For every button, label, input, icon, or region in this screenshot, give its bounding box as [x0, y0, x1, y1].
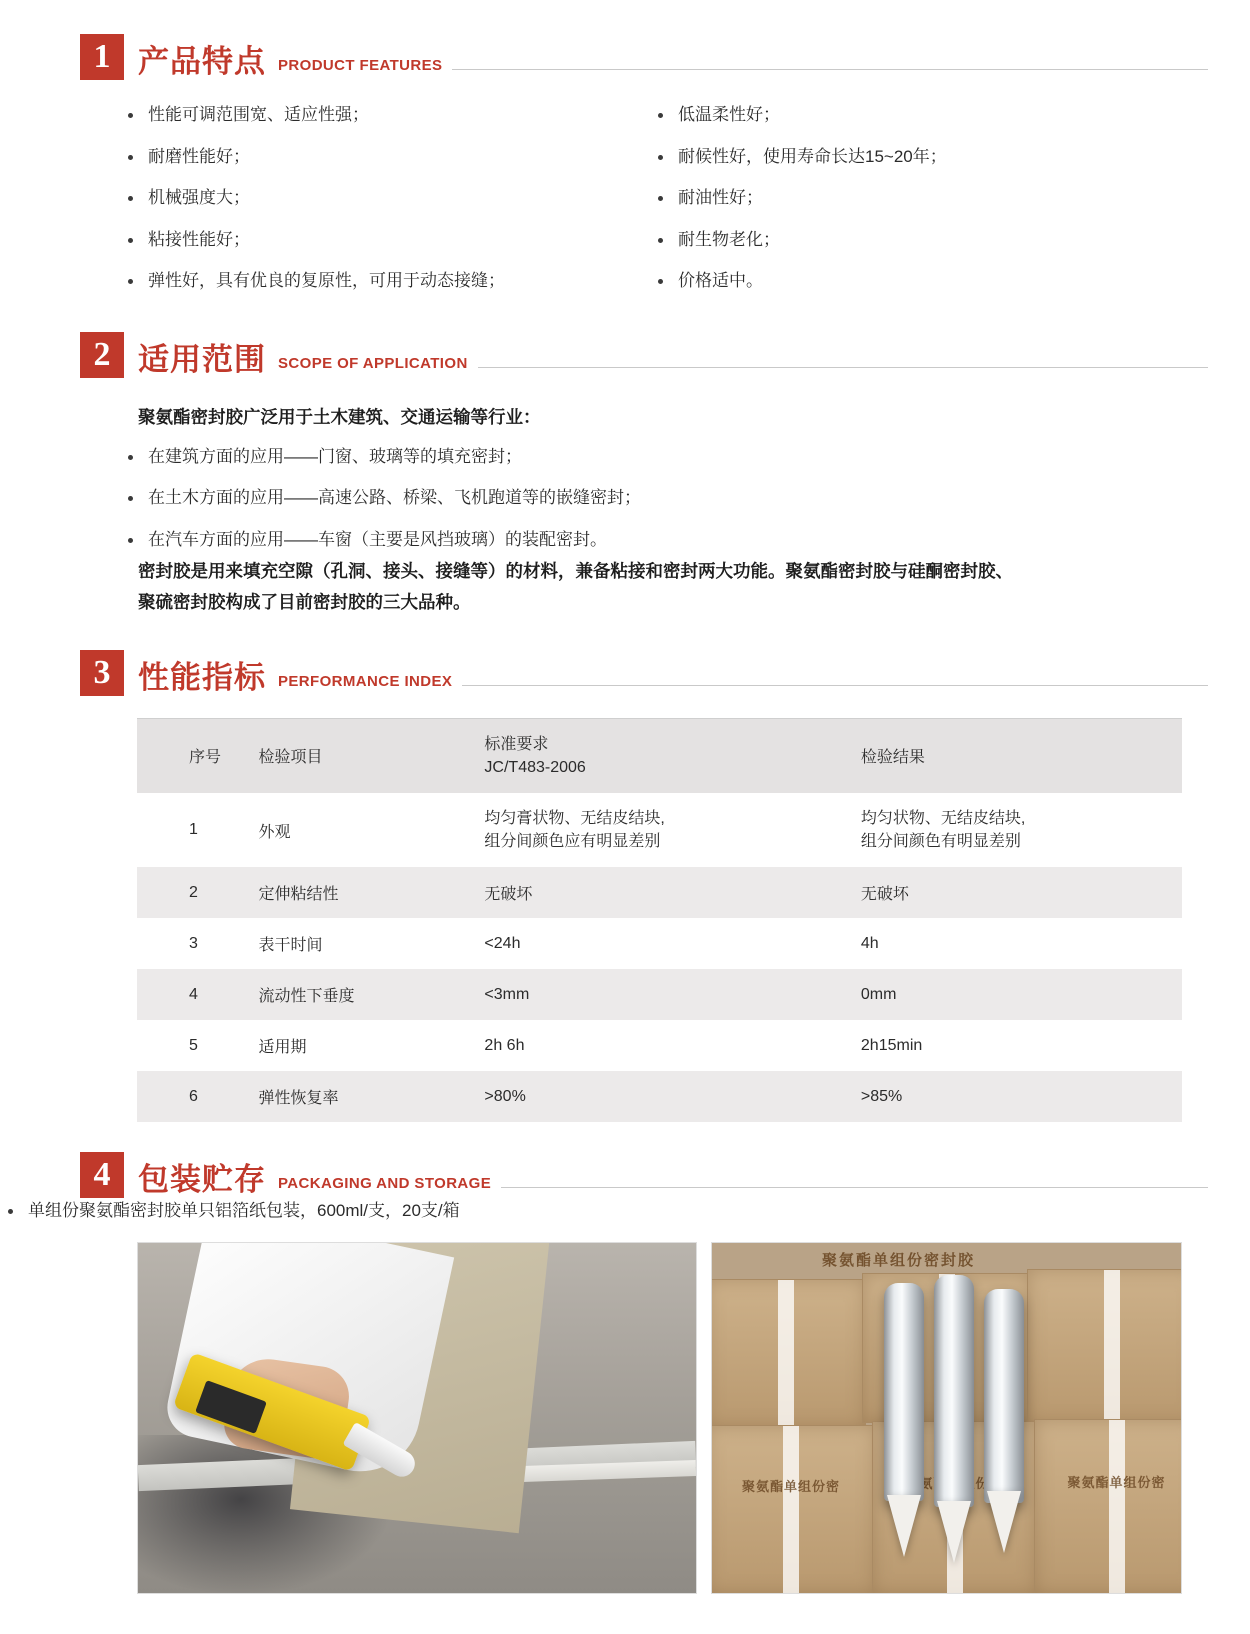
list-item: 粘接性能好； [120, 227, 650, 253]
section-title-en-3: PERFORMANCE INDEX [278, 672, 453, 690]
section-rule-4 [501, 1187, 1208, 1188]
section-title-cn-1: 产品特点 [138, 44, 266, 79]
table-row [137, 969, 1182, 1020]
section-rule-1 [452, 69, 1208, 70]
cell-standard: >80% [484, 1087, 526, 1105]
features-list-left [120, 102, 650, 310]
worker-applying-sealant-photo [137, 1242, 697, 1594]
scope-list [120, 444, 1130, 553]
list-item: 机械强度大； [120, 185, 650, 211]
packed-cartons-and-cartridges-photo [711, 1242, 1182, 1594]
cell-result-line1: 均匀状物、无结皮结块, [860, 809, 1026, 827]
section-number-4: 4 [80, 1152, 124, 1198]
column-header-standard [478, 719, 850, 793]
cell-result: 4h [860, 934, 879, 952]
cell-standard-line2: 组分间颜色应有明显差别 [484, 833, 661, 851]
cell-result: >85% [860, 1087, 903, 1105]
list-item: 弹性好，具有优良的复原性，可用于动态接缝； [120, 268, 650, 294]
carton-side-text-3: 聚氨酯单组份密 [1067, 1474, 1166, 1490]
list-item: 低温柔性好； [650, 102, 1170, 128]
section-title-cn-4: 包装贮存 [138, 1162, 266, 1198]
cell-no: 1 [189, 821, 198, 839]
sealant-cartridge [984, 1289, 1024, 1503]
cell-result: 0mm [860, 985, 897, 1003]
cell-no: 5 [189, 1036, 198, 1054]
list-item: 单组份聚氨酯密封胶单只铝箔纸包装，600ml/支，20支/箱 [0, 1198, 1250, 1224]
column-header-standard-line1: 标准要求 [484, 735, 549, 753]
scope-intro: 聚氨酯密封胶广泛用于土木建筑、交通运输等行业： [138, 406, 541, 427]
scope-content [120, 404, 1130, 618]
cell-standard: 2h 6h [484, 1036, 525, 1054]
cell-item: 流动性下垂度 [258, 988, 355, 1006]
cell-no: 4 [189, 985, 198, 1003]
list-item: 耐候性好，使用寿命长达15~20年； [650, 144, 1170, 170]
carton-side-text-1: 聚氨酯单组份密 [741, 1479, 840, 1495]
column-header-standard-line2: JC/T483-2006 [484, 758, 586, 776]
cell-result: 无破坏 [860, 886, 909, 904]
cell-no: 2 [189, 883, 198, 901]
features-list-right [650, 102, 1170, 310]
cell-item: 定伸粘结性 [258, 886, 339, 904]
scope-note-line-1: 密封胶是用来填充空隙（孔洞、接头、接缝等）的材料，兼备粘接和密封两大功能。聚氨酯密封胶与硅酮密封胶、 [138, 561, 1013, 582]
section-header-packaging [80, 1152, 1250, 1198]
list-item: 耐磨性能好； [120, 144, 650, 170]
list-item: 性能可调范围宽、适应性强； [120, 102, 650, 128]
list-item: 耐油性好； [650, 185, 1170, 211]
column-header-item: 检验项目 [258, 749, 323, 767]
list-item: 耐生物老化； [650, 227, 1170, 253]
cell-no: 3 [189, 934, 198, 952]
cell-standard: <24h [484, 934, 521, 952]
section-number-2: 2 [80, 332, 124, 378]
cell-result-line2: 组分间颜色有明显差别 [860, 833, 1021, 851]
table-header-row [137, 719, 1182, 793]
table-row [137, 793, 1182, 867]
section-title-en-1: PRODUCT FEATURES [278, 57, 443, 74]
section-header-scope [80, 332, 1250, 378]
cartridge-nozzle [987, 1491, 1021, 1553]
section-title-cn-3: 性能指标 [138, 659, 266, 695]
cell-item: 适用期 [258, 1039, 307, 1057]
section-title-cn-2: 适用范围 [138, 341, 266, 377]
cell-result: 2h15min [860, 1036, 923, 1054]
photo-gallery [137, 1242, 1182, 1594]
list-item: 价格适中。 [650, 268, 1170, 294]
cartridge-nozzle [937, 1501, 971, 1563]
cell-item: 弹性恢复率 [258, 1090, 339, 1108]
carton-top-text: 聚氨酯单组份密封胶 [822, 1251, 976, 1269]
section-rule-3 [462, 685, 1208, 686]
cell-item: 表干时间 [258, 937, 323, 955]
list-item: 在汽车方面的应用——车窗（主要是风挡玻璃）的装配密封。 [120, 527, 1130, 553]
section-title-en-2: SCOPE OF APPLICATION [278, 354, 468, 372]
sealant-cartridge [884, 1283, 924, 1501]
list-item: 在土木方面的应用——高速公路、桥梁、飞机跑道等的嵌缝密封； [120, 485, 1130, 511]
cell-standard-line1: 均匀膏状物、无结皮结块, [484, 809, 665, 827]
cell-standard: 无破坏 [484, 886, 533, 904]
performance-index-table [137, 718, 1182, 1123]
cell-item: 外观 [258, 823, 291, 841]
section-number-1: 1 [80, 34, 124, 80]
section-rule-2 [478, 367, 1208, 368]
table-row [137, 1071, 1182, 1122]
column-header-result: 检验结果 [860, 749, 925, 767]
product-features-columns [120, 102, 1250, 310]
list-item: 在建筑方面的应用——门窗、玻璃等的填充密封； [120, 444, 1130, 470]
section-number-3: 3 [80, 650, 124, 696]
cell-standard: <3mm [484, 985, 530, 1003]
table-row [137, 867, 1182, 918]
scope-note-line-2: 聚硫密封胶构成了目前密封胶的三大品种。 [138, 591, 471, 612]
column-header-no: 序号 [189, 749, 222, 767]
cell-no: 6 [189, 1087, 198, 1105]
cell-standard [478, 793, 850, 867]
cell-result [851, 793, 1182, 867]
section-header-product-features [80, 34, 1250, 80]
cartridge-nozzle [887, 1495, 921, 1557]
table-row [137, 1020, 1182, 1071]
sealant-cartridge [934, 1275, 974, 1507]
packaging-list [0, 1198, 1250, 1224]
section-title-en-4: PACKAGING AND STORAGE [278, 1175, 492, 1193]
section-header-performance [80, 650, 1250, 696]
table-row [137, 918, 1182, 969]
